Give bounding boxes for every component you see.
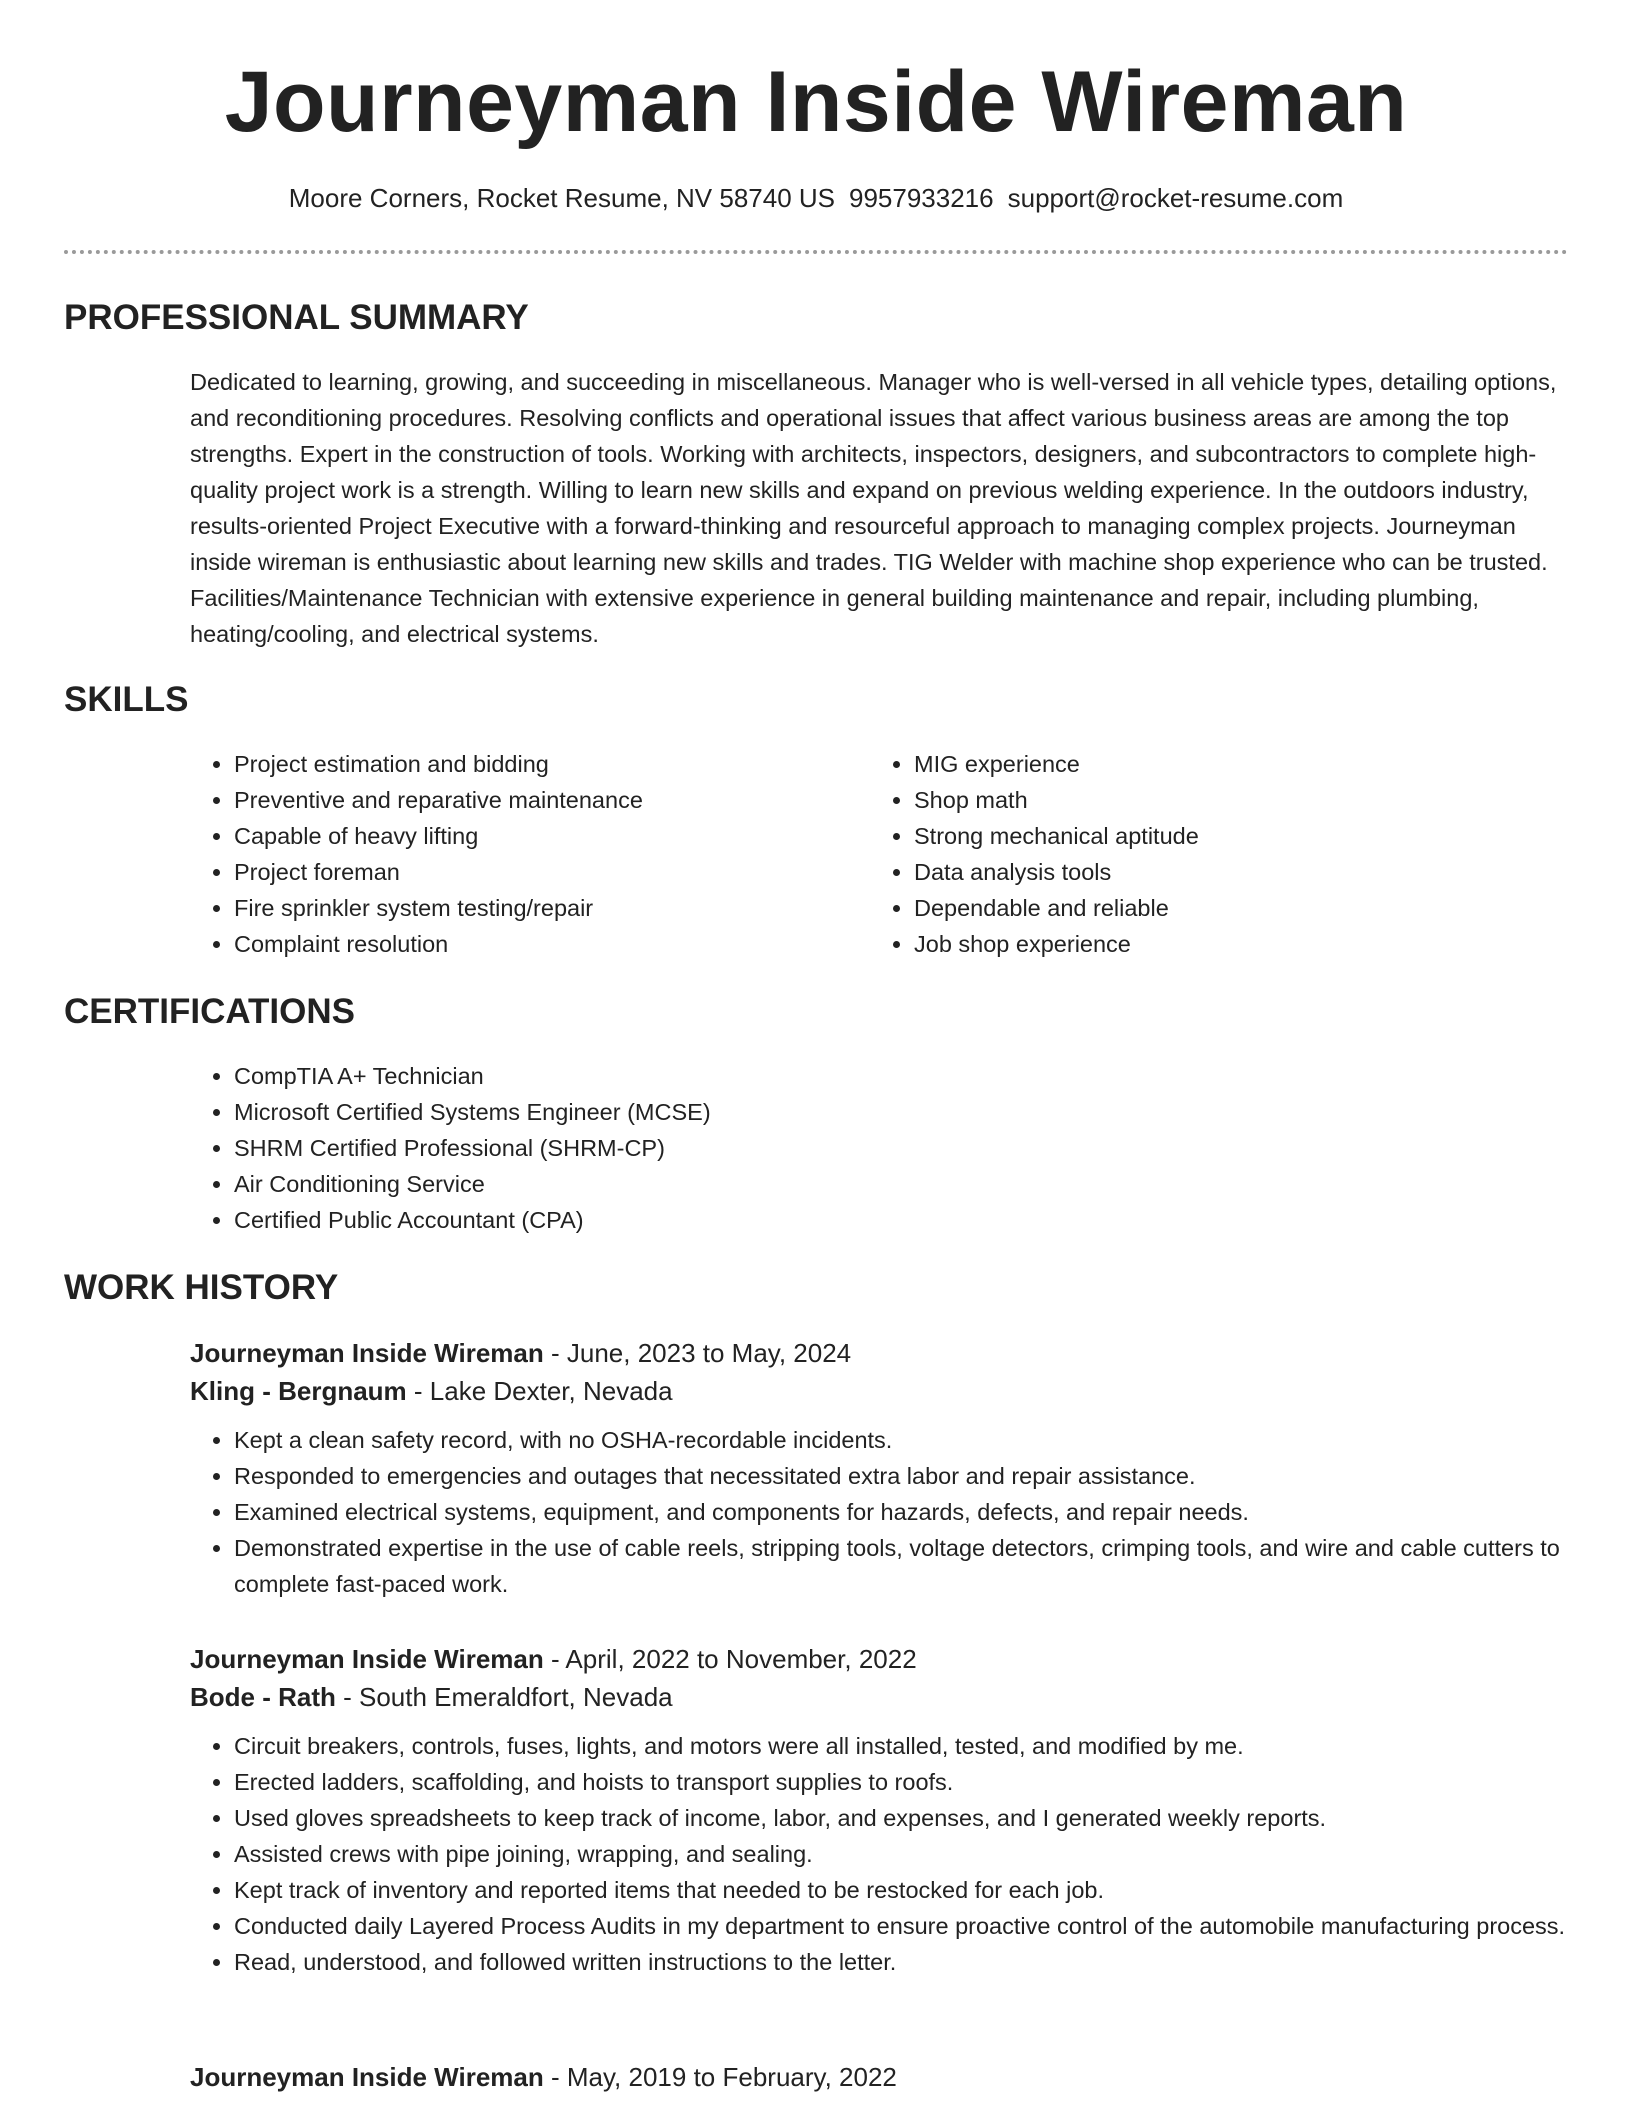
job-company: Kling - Bergnaum	[190, 1376, 407, 1406]
job-entry	[190, 1640, 1570, 1980]
job-dates: - June, 2023 to May, 2024	[543, 1338, 852, 1368]
job-company-line	[190, 1372, 1570, 1410]
job-title: Journeyman Inside Wireman	[190, 1644, 544, 1674]
skill-item: • Strong mechanical aptitude	[914, 818, 1550, 854]
job-title-line	[190, 2058, 1570, 2096]
skills-list	[190, 746, 1570, 962]
summary-heading: PROFESSIONAL SUMMARY	[64, 298, 529, 337]
skill-item: • Complaint resolution	[234, 926, 870, 962]
job-location: - South Emeraldfort, Nevada	[335, 1682, 673, 1712]
job-bullet: • Circuit breakers, controls, fuses, lights, and motors were all installed, tested, and modified by me.	[234, 1728, 1570, 1764]
job-company-line	[190, 1678, 1570, 1716]
contact-phone: 9957933216	[849, 183, 994, 213]
job-dates: - May, 2019 to February, 2022	[543, 2062, 897, 2092]
job-title: Journeyman Inside Wireman	[190, 2062, 544, 2092]
job-entry	[190, 1334, 1570, 1602]
skill-item: • Job shop experience	[914, 926, 1550, 962]
job-bullet: • Demonstrated expertise in the use of cable reels, stripping tools, voltage detectors, crimping tools, and wire and cable cutters to complete fast-paced work.	[234, 1530, 1570, 1602]
job-bullet: • Responded to emergencies and outages that necessitated extra labor and repair assistance.	[234, 1458, 1570, 1494]
skill-item: • Dependable and reliable	[914, 890, 1550, 926]
job-bullet: • Assisted crews with pipe joining, wrapping, and sealing.	[234, 1836, 1570, 1872]
certification-item: • Certified Public Accountant (CPA)	[234, 1202, 1570, 1238]
job-bullet: • Kept a clean safety record, with no OSHA-recordable incidents.	[234, 1422, 1570, 1458]
certification-item: • Microsoft Certified Systems Engineer (MCSE)	[234, 1094, 1570, 1130]
job-title-line	[190, 1334, 1570, 1372]
contact-line	[0, 180, 1632, 216]
job-title: Journeyman Inside Wireman	[190, 1338, 544, 1368]
skill-item: • Fire sprinkler system testing/repair	[234, 890, 870, 926]
skills-column-left	[190, 746, 870, 962]
job-bullet: • Kept track of inventory and reported items that needed to be restocked for each job.	[234, 1872, 1570, 1908]
certifications-list	[190, 1058, 1570, 1238]
skills-heading: SKILLS	[64, 680, 189, 719]
job-bullets	[190, 1422, 1570, 1602]
header-divider	[64, 250, 1568, 254]
job-bullet: • Read, understood, and followed written instructions to the letter.	[234, 1944, 1570, 1980]
job-dates: - April, 2022 to November, 2022	[543, 1644, 917, 1674]
work-history-heading: WORK HISTORY	[64, 1268, 339, 1307]
certifications-heading: CERTIFICATIONS	[64, 992, 356, 1031]
skill-item: • Preventive and reparative maintenance	[234, 782, 870, 818]
certification-item: • SHRM Certified Professional (SHRM-CP)	[234, 1130, 1570, 1166]
candidate-name: Journeyman Inside Wireman	[224, 54, 1408, 150]
skill-item: • Shop math	[914, 782, 1550, 818]
contact-address: Moore Corners, Rocket Resume, NV 58740 US	[288, 183, 835, 213]
job-bullet: • Used gloves spreadsheets to keep track of income, labor, and expenses, and I generated weekly reports.	[234, 1800, 1570, 1836]
job-location: - Lake Dexter, Nevada	[406, 1376, 673, 1406]
certification-item: • Air Conditioning Service	[234, 1166, 1570, 1202]
certification-item: • CompTIA A+ Technician	[234, 1058, 1570, 1094]
skill-item: • Data analysis tools	[914, 854, 1550, 890]
contact-email: support@rocket-resume.com	[1007, 183, 1344, 213]
skill-item: • Capable of heavy lifting	[234, 818, 870, 854]
job-bullet: • Examined electrical systems, equipment, and components for hazards, defects, and repair needs.	[234, 1494, 1570, 1530]
skill-item: • Project foreman	[234, 854, 870, 890]
summary-text: Dedicated to learning, growing, and succeeding in miscellaneous. Manager who is well-versed in all vehicle types, detailing options, and reconditioning procedures. Resolving conflicts and operational issues that affect various business areas are among the top strengths. Expert in the construction of tools. Working with architects, inspectors, designers, and subcontractors to complete high-quality project work is a strength. Willing to learn new skills and expand on previous welding experience. In the outdoors industry, results-oriented Project Executive with a forward-thinking and resourceful approach to managing complex projects. Journeyman inside wireman is enthusiastic about learning new skills and trades. TIG Welder with machine shop experience who can be trusted. Facilities/Maintenance Technician with extensive experience in general building maintenance and repair, including plumbing, heating/cooling, and electrical systems.	[190, 369, 1557, 647]
job-bullet: • Conducted daily Layered Process Audits in my department to ensure proactive control of the automobile manufacturing process.	[234, 1908, 1570, 1944]
job-title-line	[190, 1640, 1570, 1678]
job-company: Bode - Rath	[190, 1682, 336, 1712]
skill-item: • MIG experience	[914, 746, 1550, 782]
skills-column-right	[870, 746, 1550, 962]
skill-item: • Project estimation and bidding	[234, 746, 870, 782]
job-bullet: • Erected ladders, scaffolding, and hoists to transport supplies to roofs.	[234, 1764, 1570, 1800]
job-entry	[190, 2058, 1570, 2096]
job-bullets	[190, 1728, 1570, 1980]
